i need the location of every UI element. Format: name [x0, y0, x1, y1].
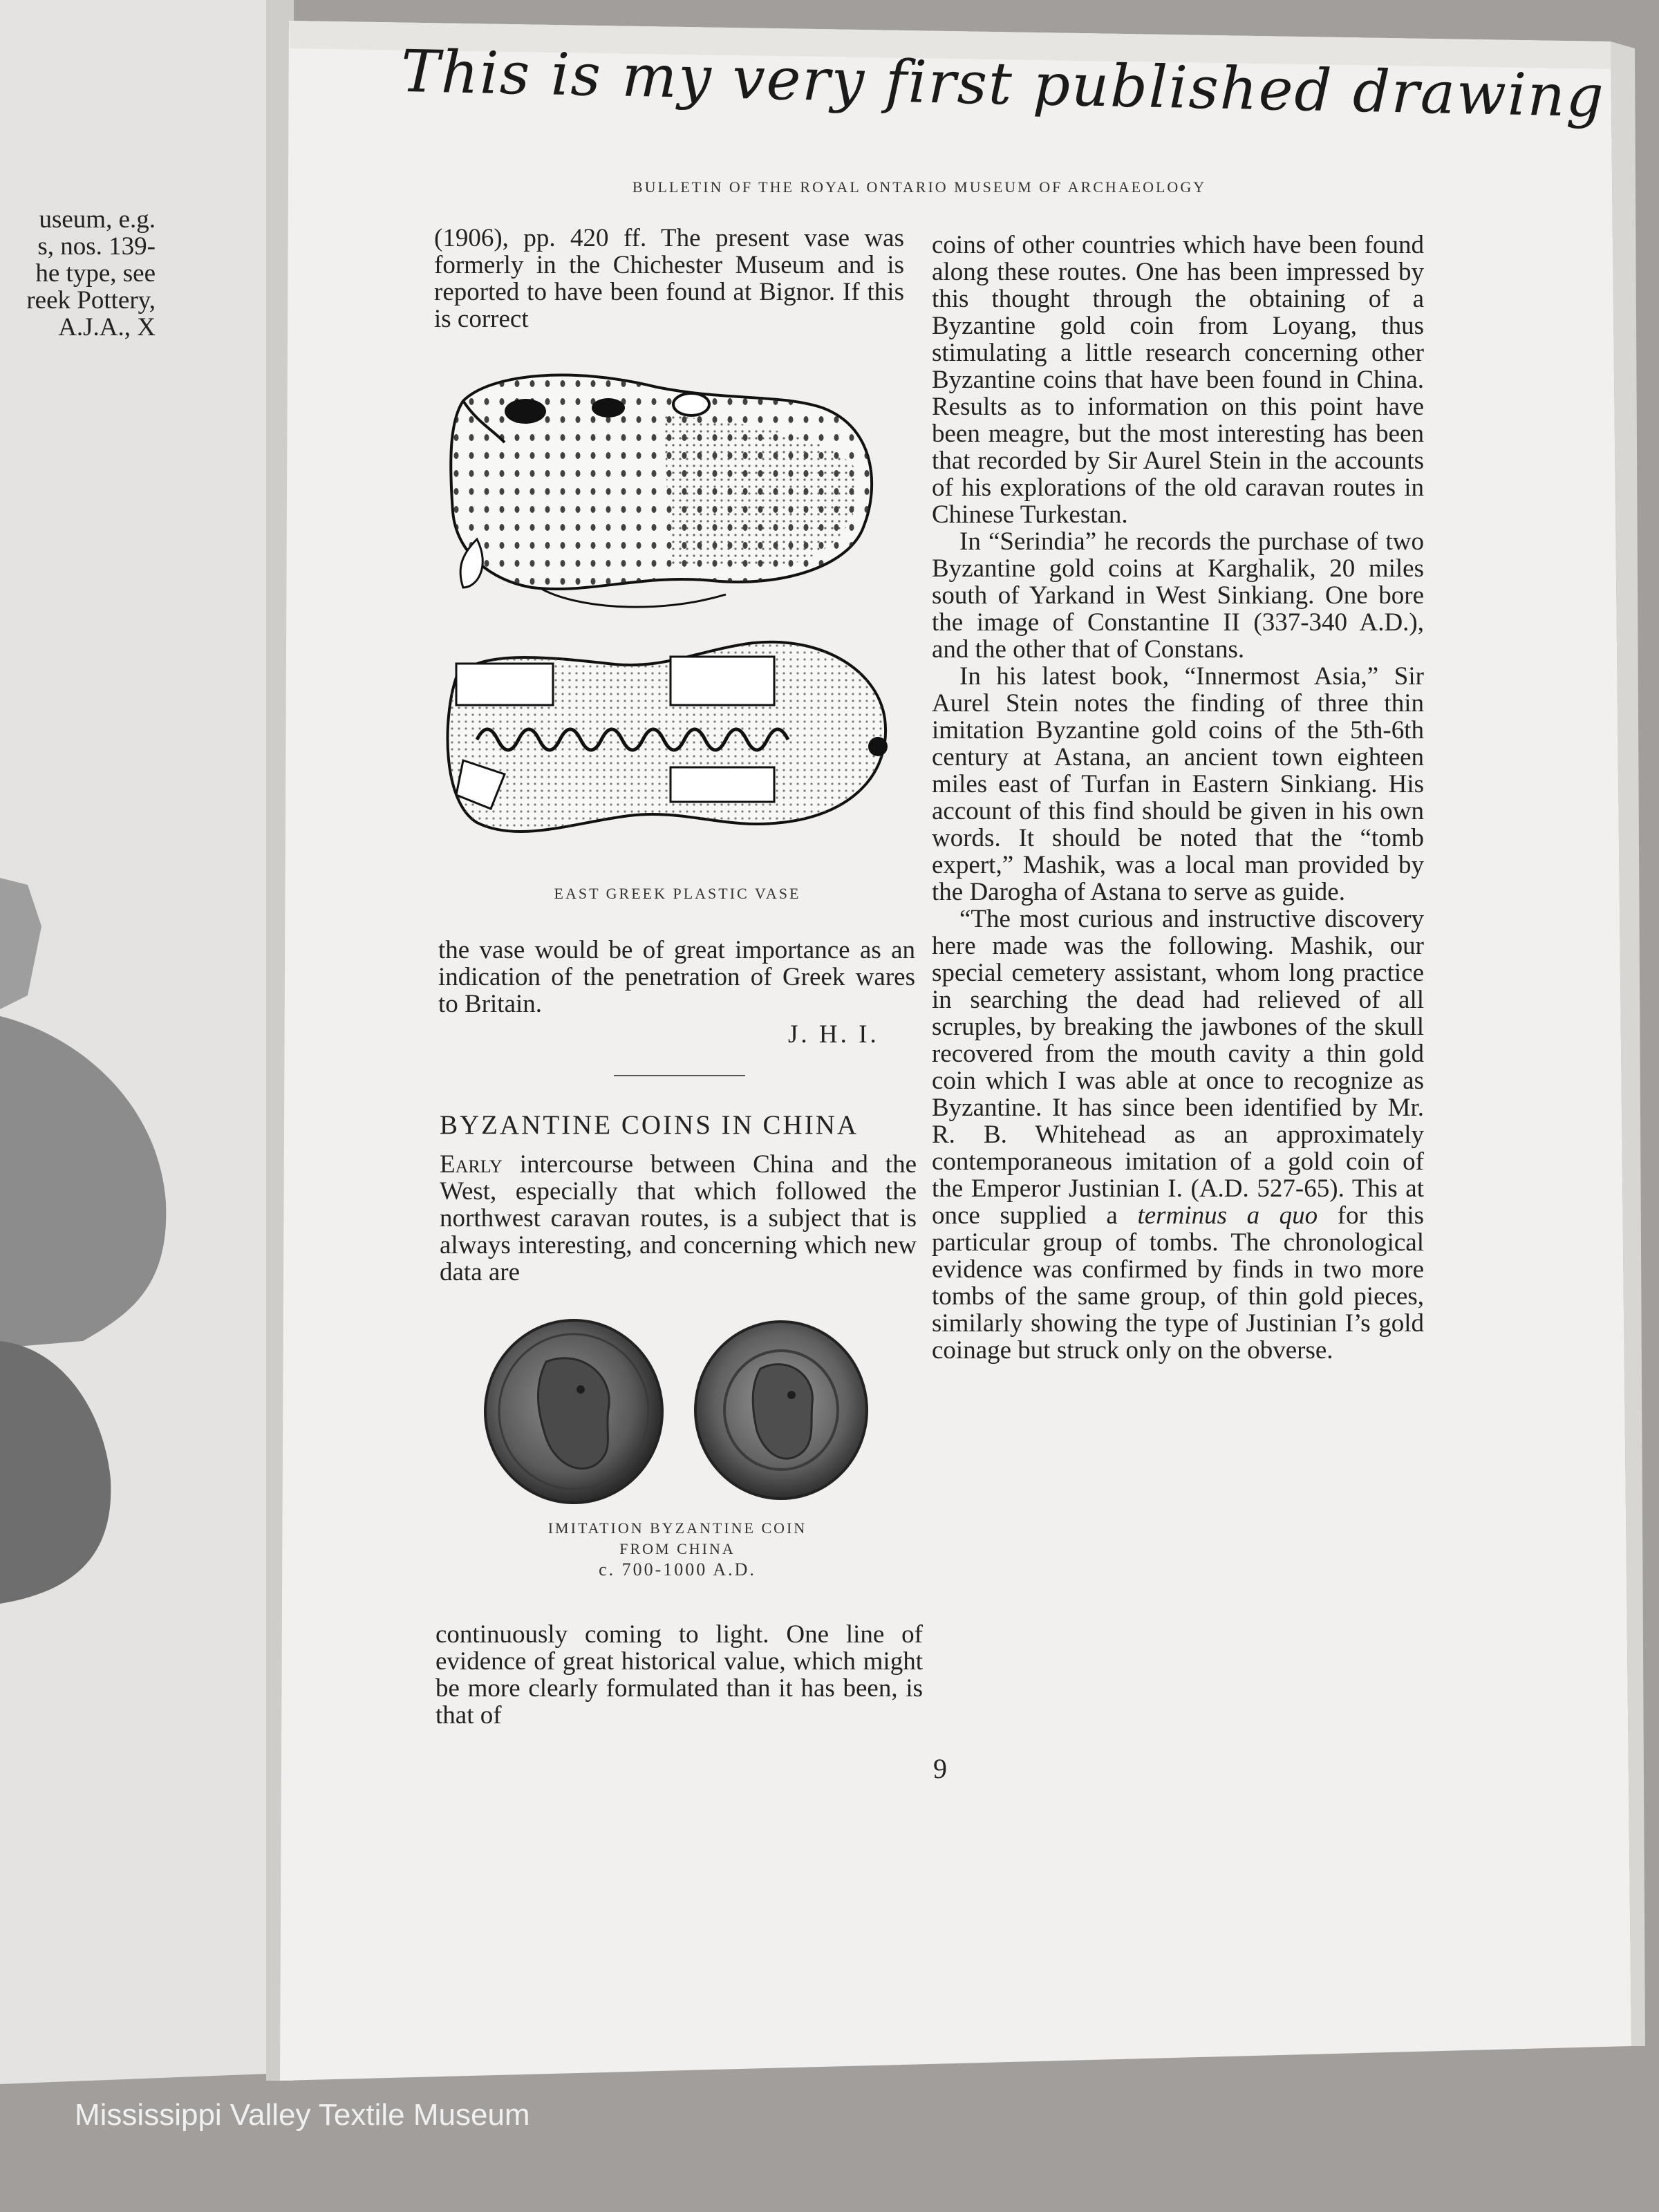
- coin-obverse-right: [695, 1322, 867, 1499]
- section-divider: [614, 1075, 745, 1076]
- vase-side-view: [451, 375, 872, 608]
- bulletin-header: BULLETIN OF THE ROYAL ONTARIO MUSEUM OF ARCHAEOLOGY: [632, 178, 1207, 196]
- coins-photo: [477, 1313, 878, 1514]
- museum-watermark: Mississippi Valley Textile Museum: [75, 2098, 530, 2132]
- vase-illustration: [435, 359, 912, 871]
- right-column: [932, 232, 1424, 1364]
- figure1-caption: EAST GREEK PLASTIC VASE: [554, 885, 801, 902]
- left-column-intro: [434, 225, 904, 332]
- left-fragment-line: he type, see: [35, 259, 156, 288]
- left-fragment-line: reek Pottery,: [26, 286, 156, 315]
- figure2-caption-line2: FROM CHINA: [619, 1540, 735, 1557]
- byzantine-intro-paragraph: [440, 1151, 917, 1286]
- coin-obverse-left: [485, 1320, 662, 1503]
- right-paragraph-4: [932, 906, 1424, 1364]
- quote-text-end: for this particular group of tombs. The chronological evidence was confirmed by finds in two more tombs of the same group, of thin gold pieces, similarly showing the type of Justinian I’s gold coinage but struck only on the obverse.: [932, 1201, 1424, 1365]
- left-page-fragments: [0, 206, 156, 341]
- figure2-caption-line3: c. 700-1000 A.D.: [599, 1559, 756, 1580]
- left-fragment-line: A.J.A., X: [58, 313, 156, 341]
- handwritten-note: This is my very first published drawing: [400, 37, 1606, 131]
- continuation-paragraph: continuously coming to light. One line of evidence of great historical value, which might be more clearly formulated than it has been, is that of: [435, 1620, 923, 1730]
- intro-paragraph: (1906), pp. 420 ff. The present vase was formerly in the Chichester Museum and is reported to have been found at Bignor. If this is correct: [434, 224, 904, 333]
- drop-word: Early: [440, 1150, 503, 1179]
- page-number: 9: [933, 1753, 947, 1784]
- left-fragment-line: useum, e.g.: [39, 205, 156, 234]
- figure2-caption: [484, 1518, 871, 1580]
- right-paragraph-1: coins of other countries which have been found along these routes. One has been impressed by this thought through the obtaining of a Byzantine gold coin from Loyang, thus stimulating a little research concerning other Byzantine coins that have been found in China. Results as to information on this point have been meagre, but the most interesting has been that recorded by Sir Aurel Stein in the accounts of his explorations of the old caravan routes in Chinese Turkestan.: [932, 231, 1424, 529]
- vase-top-view: [448, 642, 888, 832]
- quote-text-start: “The most curious and instructive discovery here made was the following. Mashik, our special cemetery assistant, whom long practice in searching the dead had relieved of all scruples, by breaking the jawbones of the skull recovered from the mouth cavity a thin gold coin which I was able at once to recognize as Byzantine. It has since been identified by Mr. R. B. Whitehead as an approximately contemporaneous imitation of a gold coin of the Emperor Justinian I. (A.D. 527-65). This at once supplied a: [932, 905, 1424, 1230]
- author-initials: J. H. I.: [788, 1020, 879, 1049]
- figure2-caption-line1: IMITATION BYZANTINE COIN: [547, 1519, 807, 1537]
- latin-phrase: terminus a quo: [1137, 1201, 1318, 1230]
- conclusion-paragraph: the vase would be of great importance as an indication of the penetration of Greek wares to Britain.: [438, 936, 915, 1018]
- left-fragment-line: s, nos. 139-: [37, 232, 156, 261]
- section-heading: BYZANTINE COINS IN CHINA: [440, 1110, 859, 1140]
- right-paragraph-2: In “Serindia” he records the purchase of two Byzantine gold coins at Karghalik, 20 miles south of Yarkand in West Sinkiang. One bore the image of Constantine II (337-340 A.D.), and the other that of Constans.: [932, 527, 1424, 664]
- byzantine-intro-text: intercourse between China and the West, especially that which followed the northwest caravan routes, is a subject that is always interesting, and concerning which new data are: [440, 1150, 917, 1286]
- left-column-byzantine-intro: [440, 1151, 917, 1286]
- left-column-conclusion: [438, 937, 915, 1018]
- left-column-continuation: [435, 1621, 923, 1729]
- right-paragraph-3: In his latest book, “Innermost Asia,” Sir Aurel Stein notes the finding of three thin imitation Byzantine gold coins of the 5th-6th century at Astana, an ancient town eighteen miles east of Turfan in Eastern Sinkiang. His account of this find should be given in his own words. It should be noted that the “tomb expert,” Mashik, was a local man provided by the Darogha of Astana to serve as guide.: [932, 662, 1424, 906]
